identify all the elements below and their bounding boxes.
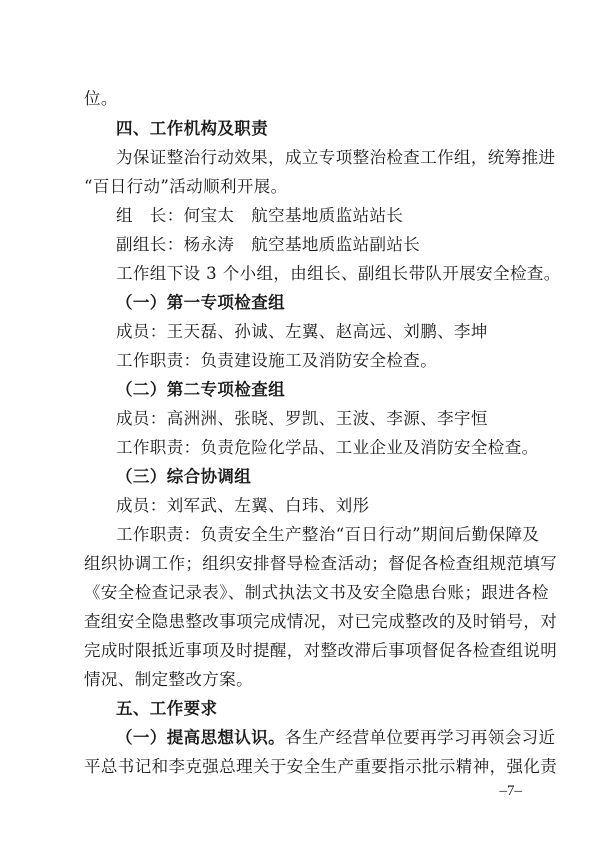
duty-line: 工作职责：负责安全生产整治“百日行动”期间后勤保障及	[116, 525, 540, 544]
duty-line: 工作职责：负责危险化学品、工业企业及消防安全检查。	[116, 438, 539, 457]
duty-line: 工作职责：负责建设施工及消防安全检查。	[116, 351, 438, 370]
member-line: 组 长：何宝太 航空基地质监站站长	[116, 206, 404, 225]
page-number: –7–	[499, 783, 522, 799]
paragraph-line: 为保证整治行动效果，成立专项整治检查工作组，统筹推进	[116, 148, 556, 167]
subsection-heading: （三）综合协调组	[116, 467, 252, 486]
paragraph-line: 完成时限抵近事项及时提醒，对整改滞后事项督促各检查组说明	[84, 641, 558, 660]
member-line: 副组长：杨永涛 航空基地质监站副站长	[116, 235, 421, 254]
member-line: 成员：高洲洲、张晓、罗凯、王波、李源、李宇恒	[116, 409, 488, 428]
paragraph-line: “百日行动”活动顺利开展。	[84, 177, 288, 196]
paragraph-line: 查组安全隐患整改事项完成情况，对已完成整改的及时销号，对	[84, 612, 558, 631]
text-line: 位。	[84, 89, 118, 108]
paragraph-line: 情况、制定整改方案。	[84, 670, 253, 689]
paragraph-line: 平总书记和李克强总理关于安全生产重要指示批示精神，强化责	[84, 757, 558, 776]
paragraph-text: 各生产经营单位要再学习再领会习近	[285, 728, 556, 747]
section-heading: 五、工作要求	[116, 699, 218, 718]
member-line: 成员：刘军武、左翼、白玮、刘彤	[116, 496, 370, 515]
paragraph-line: 《安全检查记录表》、制式执法文书及安全隐患台账；跟进各检	[84, 583, 549, 602]
section-heading: 四、工作机构及职责	[116, 119, 269, 138]
paragraph-line	[116, 727, 555, 749]
paragraph-line: 工作组下设 3 个小组，由组长、副组长带队开展安全检查。	[116, 264, 561, 283]
subsection-heading: （二）第二专项检查组	[116, 380, 285, 399]
subsection-heading: （一）第一专项检查组	[116, 293, 285, 312]
paragraph-line: 组织协调工作；组织安排督导检查活动；督促各检查组规范填写	[84, 554, 558, 573]
member-line: 成员：王天磊、孙诚、左翼、赵高远、刘鹏、李坤	[116, 322, 488, 341]
paragraph-lead-bold: （一）提高思想认识。	[116, 728, 285, 747]
